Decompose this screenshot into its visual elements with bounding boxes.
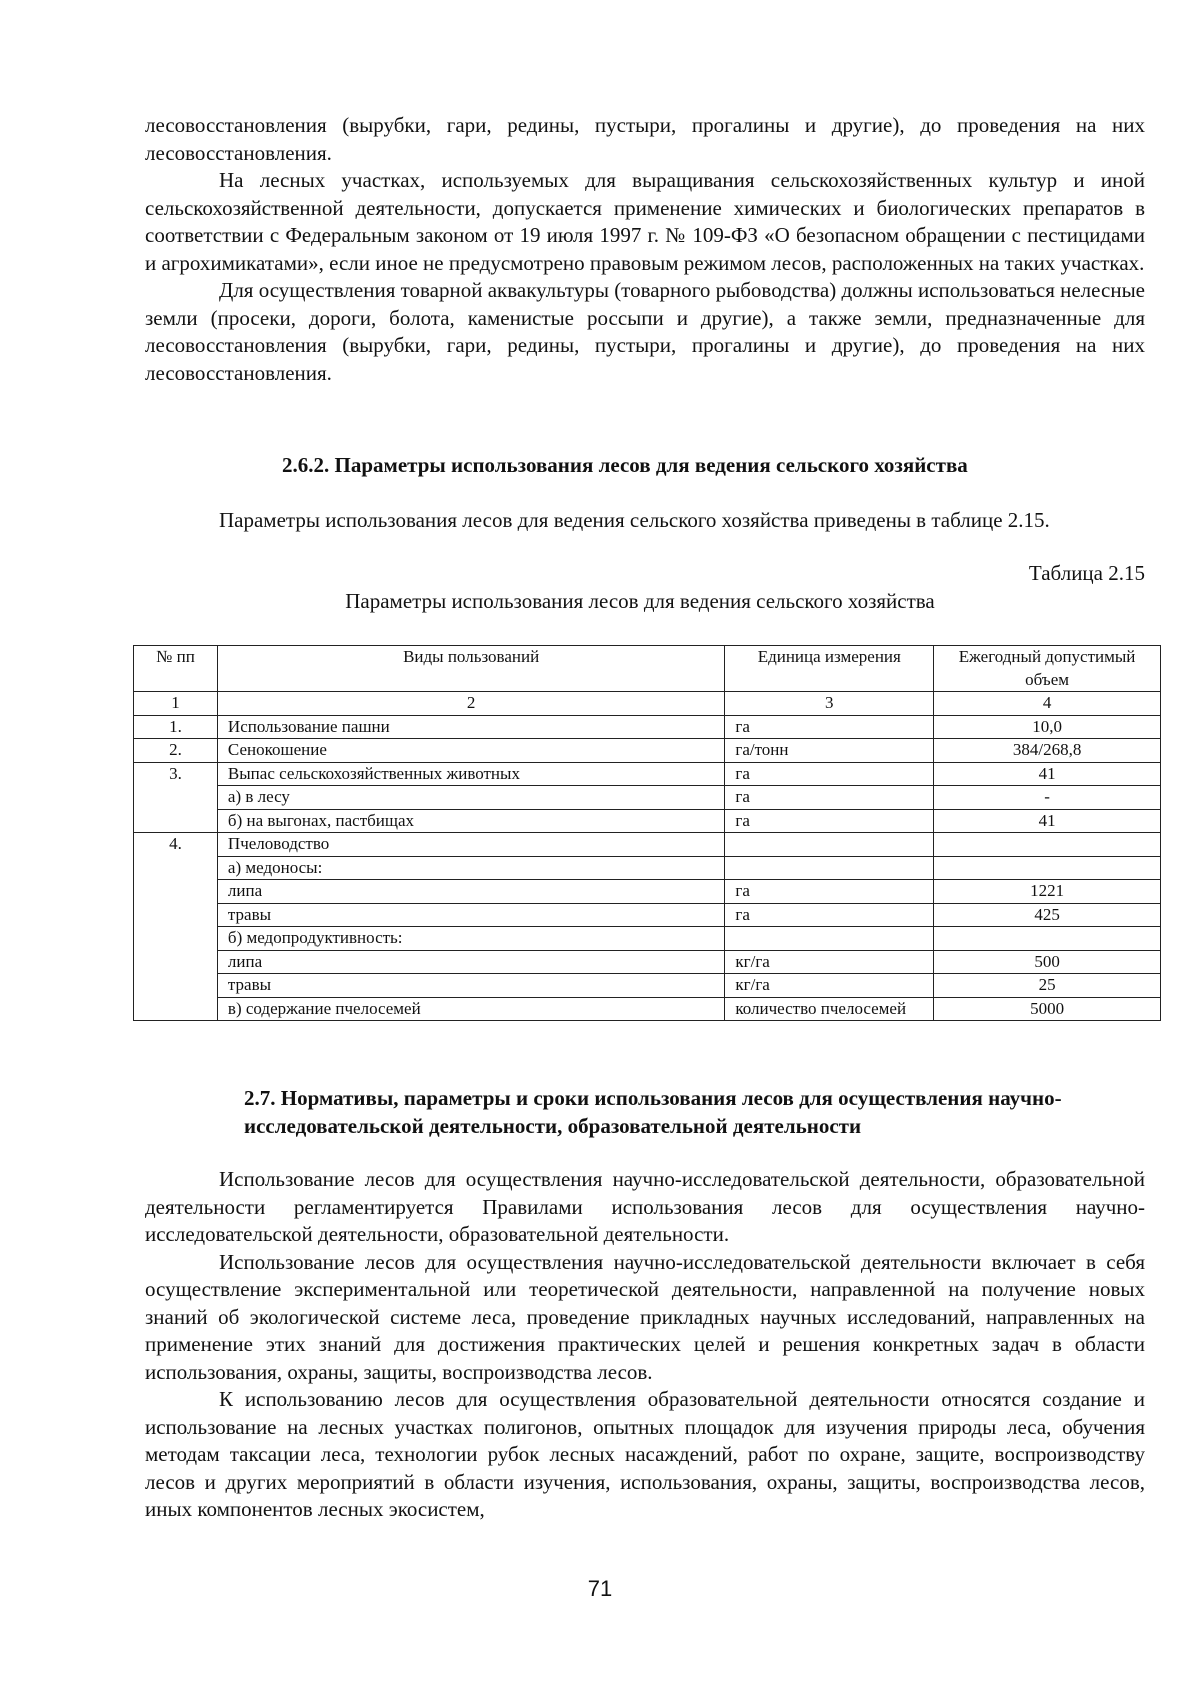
table-cell: травы (217, 903, 724, 927)
paragraph: На лесных участках, используемых для выращивания сельскохозяйственных культур и иной сельскохозяйственной деятельности, допускается применение химических и биологических препаратов в соответствии с Федеральным законом от 19 июля 1997 г. № 109-ФЗ «О безопасном обращении с пестицидами и агрохимикатами», если иное не предусмотрено правовым режимом лесов, расположенных на таких участках. (145, 168, 1145, 275)
table-cell: Сенокошение (217, 739, 724, 763)
table-cell: 4 (934, 692, 1161, 716)
table-cell: га (725, 903, 934, 927)
table-cell: в) содержание пчелосемей (217, 997, 724, 1021)
section-heading-2-7: 2.7. Нормативы, параметры и сроки использования лесов для осуществления научно-исследовательской деятельности, образовательной деятельности (244, 1086, 1062, 1138)
table-cell: 1221 (934, 880, 1161, 904)
table-row (134, 880, 1161, 904)
table-cell: 25 (934, 974, 1161, 998)
table-cell: травы (217, 974, 724, 998)
table-cell: 4. (134, 833, 218, 857)
table-cell: га (725, 809, 934, 833)
table-cell: кг/га (725, 950, 934, 974)
table-cell: 41 (934, 762, 1161, 786)
paragraph: лесовосстановления (вырубки, гари, редины, пустыри, прогалины и другие), до проведения на них лесовосстановления. (145, 113, 1145, 165)
table-cell (134, 997, 218, 1021)
paragraph: Параметры использования лесов для ведения сельского хозяйства приведены в таблице 2.15. (219, 508, 1050, 532)
table-cell (934, 856, 1161, 880)
table-cell: Выпас сельскохозяйственных животных (217, 762, 724, 786)
table-cell (134, 950, 218, 974)
table-row (134, 809, 1161, 833)
table-cell (134, 856, 218, 880)
table-header-row (134, 646, 1161, 692)
table-cell (134, 809, 218, 833)
table-cell: липа (217, 950, 724, 974)
table-cell: б) на выгонах, пастбищах (217, 809, 724, 833)
table-cell (134, 903, 218, 927)
table-cell (725, 856, 934, 880)
paragraph: Использование лесов для осуществления научно-исследовательской деятельности, образовательной деятельности регламентируется Правилами использования лесов для осуществления научно-исследовательской деятельности, образовательной деятельности. (145, 1167, 1145, 1246)
table-row (134, 715, 1161, 739)
intro-text-block (145, 507, 1145, 535)
header-cell: № пп (134, 646, 218, 692)
table-cell: 2 (217, 692, 724, 716)
table-cell: га (725, 715, 934, 739)
table-cell: га (725, 762, 934, 786)
table-row (134, 833, 1161, 857)
section-heading-2-6-2: 2.6.2. Параметры использования лесов для ведения сельского хозяйства (282, 453, 968, 477)
table-cell: 2. (134, 739, 218, 763)
table-cell: 41 (934, 809, 1161, 833)
table-row (134, 950, 1161, 974)
table-cell: га/тонн (725, 739, 934, 763)
parameters-table (133, 645, 1161, 1021)
table-label: Таблица 2.15 (1028, 561, 1145, 585)
page-number: 71 (587, 1576, 613, 1601)
table-row (134, 762, 1161, 786)
table-cell: Пчеловодство (217, 833, 724, 857)
table-cell (934, 833, 1161, 857)
table-cell: б) медопродуктивность: (217, 927, 724, 951)
table-cell: кг/га (725, 974, 934, 998)
table-cell (134, 786, 218, 810)
table-cell: 1 (134, 692, 218, 716)
table-cell: 3. (134, 762, 218, 786)
paragraph: Для осуществления товарной аквакультуры (товарного рыбоводства) должны использоваться нелесные земли (просеки, дороги, болота, каменистые россыпи и другие), а также земли, предназначенные для лесовосстановления (вырубки, гари, редины, пустыри, прогалины и другие), до проведения на них лесовосстановления. (145, 278, 1145, 385)
table-cell: - (934, 786, 1161, 810)
table-cell (134, 974, 218, 998)
table-cell: Использование пашни (217, 715, 724, 739)
table-cell (725, 833, 934, 857)
bottom-text-block (145, 1166, 1145, 1524)
top-text-block (145, 112, 1145, 387)
paragraph: Использование лесов для осуществления научно-исследовательской деятельности включает в себя осуществление экспериментальной или теоретической деятельности, направленной на получение новых знаний об экологической системе леса, проведение прикладных научных исследований, направленных на применение этих знаний для достижения практических целей и решения конкретных задач в области использования, охраны, защиты, воспроизводства лесов. (145, 1249, 1145, 1384)
table-cell (134, 880, 218, 904)
table-cell (134, 927, 218, 951)
header-cell: Ежегодный допустимый объем (934, 646, 1161, 692)
table-cell: 3 (725, 692, 934, 716)
table-cell: липа (217, 880, 724, 904)
paragraph: К использованию лесов для осуществления образовательной деятельности относятся создание и использование на лесных участках полигонов, опытных площадок для изучения природы леса, обучения методам таксации леса, технологии рубок лесных насаждений, работ по охране, защите, воспроизводству лесов и других мероприятий в области изучения, использования, охраны, защиты, воспроизводства лесов, иных компонентов лесных экосистем, (145, 1387, 1145, 1521)
table-cell: 384/268,8 (934, 739, 1161, 763)
table-row (134, 786, 1161, 810)
table-cell: а) медоносы: (217, 856, 724, 880)
table-cell: количество пчелосемей (725, 997, 934, 1021)
table-row (134, 974, 1161, 998)
table-cell: 1. (134, 715, 218, 739)
table-row (134, 856, 1161, 880)
table-numbering-row (134, 692, 1161, 716)
table-cell: 425 (934, 903, 1161, 927)
table-row (134, 927, 1161, 951)
table-cell: а) в лесу (217, 786, 724, 810)
table-row (134, 903, 1161, 927)
table-cell (934, 927, 1161, 951)
table-row (134, 997, 1161, 1021)
table-cell: 5000 (934, 997, 1161, 1021)
table-row (134, 739, 1161, 763)
table-cell (725, 927, 934, 951)
table-cell: га (725, 880, 934, 904)
header-cell: Единица измерения (725, 646, 934, 692)
header-cell: Виды пользований (217, 646, 724, 692)
table-cell: 500 (934, 950, 1161, 974)
table-title: Параметры использования лесов для ведения сельского хозяйства (345, 589, 935, 613)
table-cell: га (725, 786, 934, 810)
table-cell: 10,0 (934, 715, 1161, 739)
